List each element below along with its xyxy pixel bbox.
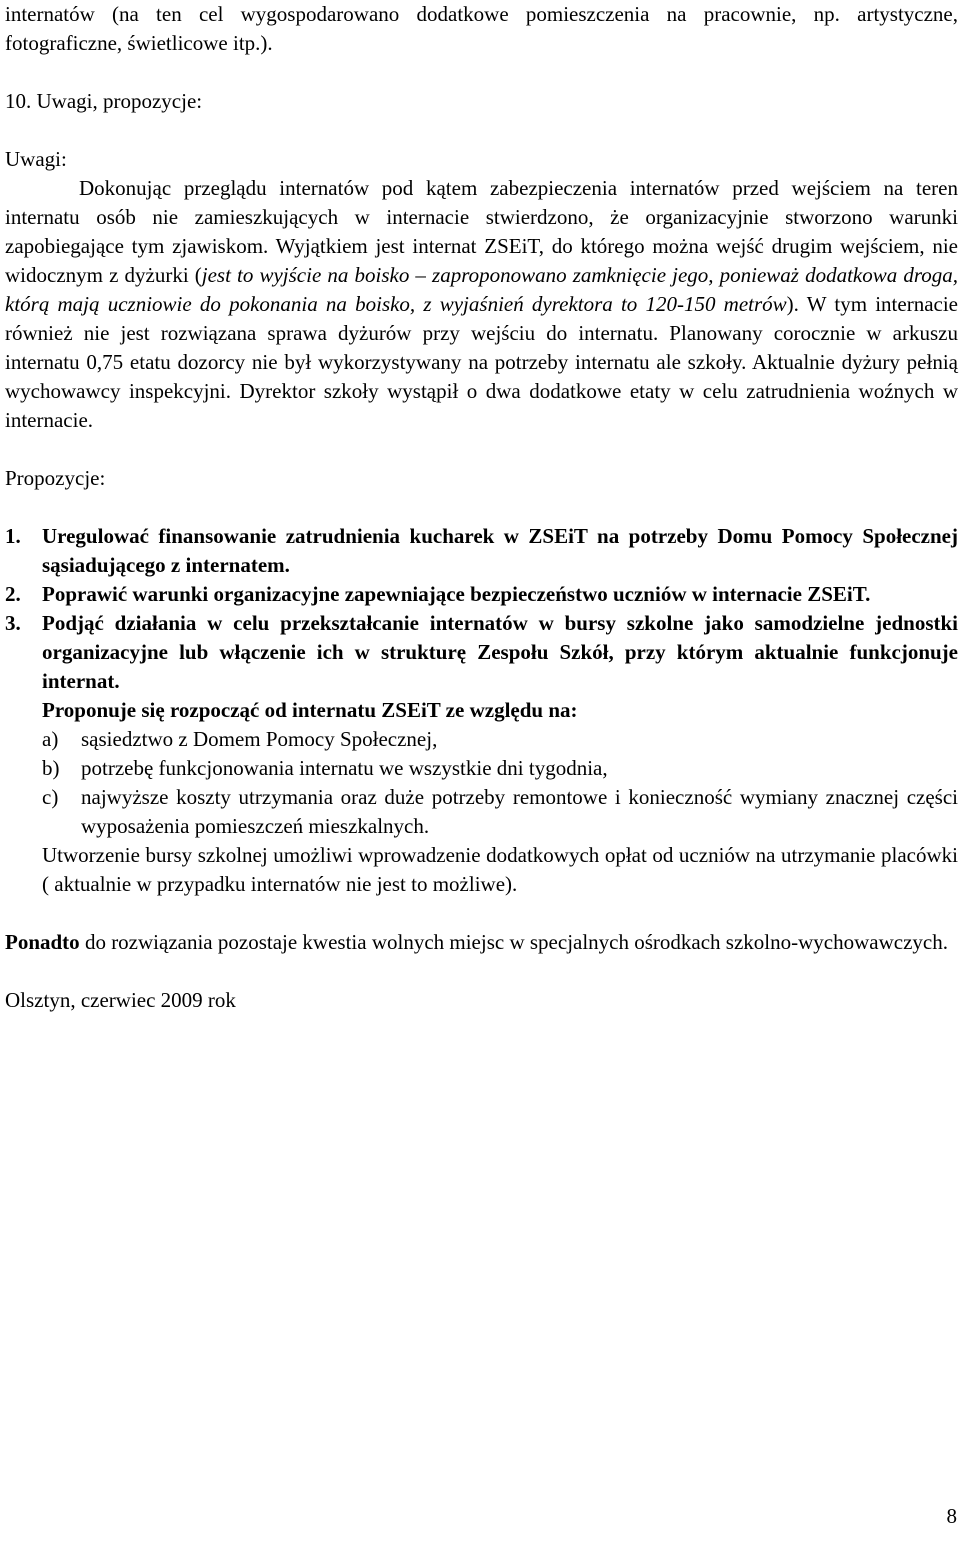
ponadto-text: do rozwiązania pozostaje kwestia wolnych miejsc w specjalnych ośrodkach szkolno-wychowawczych. [79, 930, 948, 954]
section-heading: 10. Uwagi, propozycje: [5, 89, 203, 113]
closing-line: Olsztyn, czerwiec 2009 rok [5, 988, 236, 1012]
propozycje-label: Propozycje: [5, 466, 106, 490]
reason-text: najwyższe koszty utrzymania oraz duże potrzeby remontowe i konieczność wymiany znacznej części wyposażenia pomieszczeń mieszkalnych. [81, 785, 958, 838]
proposal-number: 2. [5, 582, 21, 606]
bursa-paragraph: Utworzenie bursy szkolnej umożliwi wprowadzenie dodatkowych opłat od uczniów na utrzymanie placówki ( aktualnie w przypadku internatów nie jest to możliwe). [42, 843, 958, 896]
uwagi-text-1: Dokonując przeglądu internatów pod kątem zabezpieczenia internatów przed wejściem na teren internatu osób nie zamieszkujących w internacie stwierdzono, że organizacyjnie stworzono warunki zapobiegające tym zjawiskom. [5, 176, 958, 258]
reason-item [5, 725, 958, 754]
ponadto-paragraph [5, 928, 958, 957]
reason-label: c) [42, 785, 59, 809]
intro-paragraph: internatów (na ten cel wygospodarowano dodatkowe pomieszczenia na pracownie, np. artystyczne, fotograficzne, świetlicowe itp.). [5, 2, 958, 55]
uwagi-text-3: ). W tym internacie również nie jest rozwiązana sprawa dyżurów przy wejściu do internatu. Planowany corocznie w arkuszu internatu 0,75 etatu dozorcy nie był wykorzystywany na potrzeby internatu ale szkoły. Aktualnie dyżury pełnią wychowawcy inspekcyjni. Dyrektor szkoły wystąpił o dwa dodatkowe etaty w celu zatrudnienia woźnych w internacie. [5, 292, 958, 432]
page-number: 8 [946, 1504, 957, 1528]
proposal-item [5, 609, 958, 696]
proposal-number: 3. [5, 611, 21, 635]
reason-text: potrzebę funkcjonowania internatu we wszystkie dni tygodnia, [81, 756, 608, 780]
uwagi-text-2: Wyjątkiem jest internat ZSEiT, do którego można wejść drugim wejściem, nie widocznym z dyżurki ( [5, 234, 958, 287]
uwagi-label: Uwagi: [5, 147, 67, 171]
reason-item [5, 754, 958, 783]
uwagi-italic-note: jest to wyjście na boisko – zaproponowano zamknięcie jego, ponieważ dodatkowa droga, którą mają uczniowie do pokonania na boisko, z wyjaśnień dyrektora to 120-150 metrów [5, 263, 958, 316]
uwagi-paragraph [5, 174, 958, 435]
reason-list [5, 725, 958, 841]
proposal-number: 1. [5, 524, 21, 548]
proposal-text: Uregulować finansowanie zatrudnienia kucharek w ZSEiT na potrzeby Domu Pomocy Społecznej sąsiadującego z internatem. [42, 524, 958, 577]
document-page [5, 0, 958, 1015]
proposal-item [5, 522, 958, 580]
reason-label: a) [42, 727, 59, 751]
proposal-item [5, 580, 958, 609]
ponadto-bold: Ponadto [5, 930, 80, 954]
reason-item [5, 783, 958, 841]
reason-text: sąsiedztwo z Domem Pomocy Społecznej, [81, 727, 438, 751]
proposal-text: Podjąć działania w celu przekształcanie internatów w bursy szkolne jako samodzielne jednostki organizacyjne lub włączenie ich w strukturę Zespołu Szkół, przy którym aktualnie funkcjonuje internat. [42, 611, 958, 693]
proposal-list [5, 522, 958, 725]
proposal-text: Poprawić warunki organizacyjne zapewniające bezpieczeństwo uczniów w internacie ZSEiT. [42, 582, 871, 606]
proponuje-heading: Proponuje się rozpocząć od internatu ZSEiT ze względu na: [42, 698, 578, 722]
reason-label: b) [42, 756, 60, 780]
